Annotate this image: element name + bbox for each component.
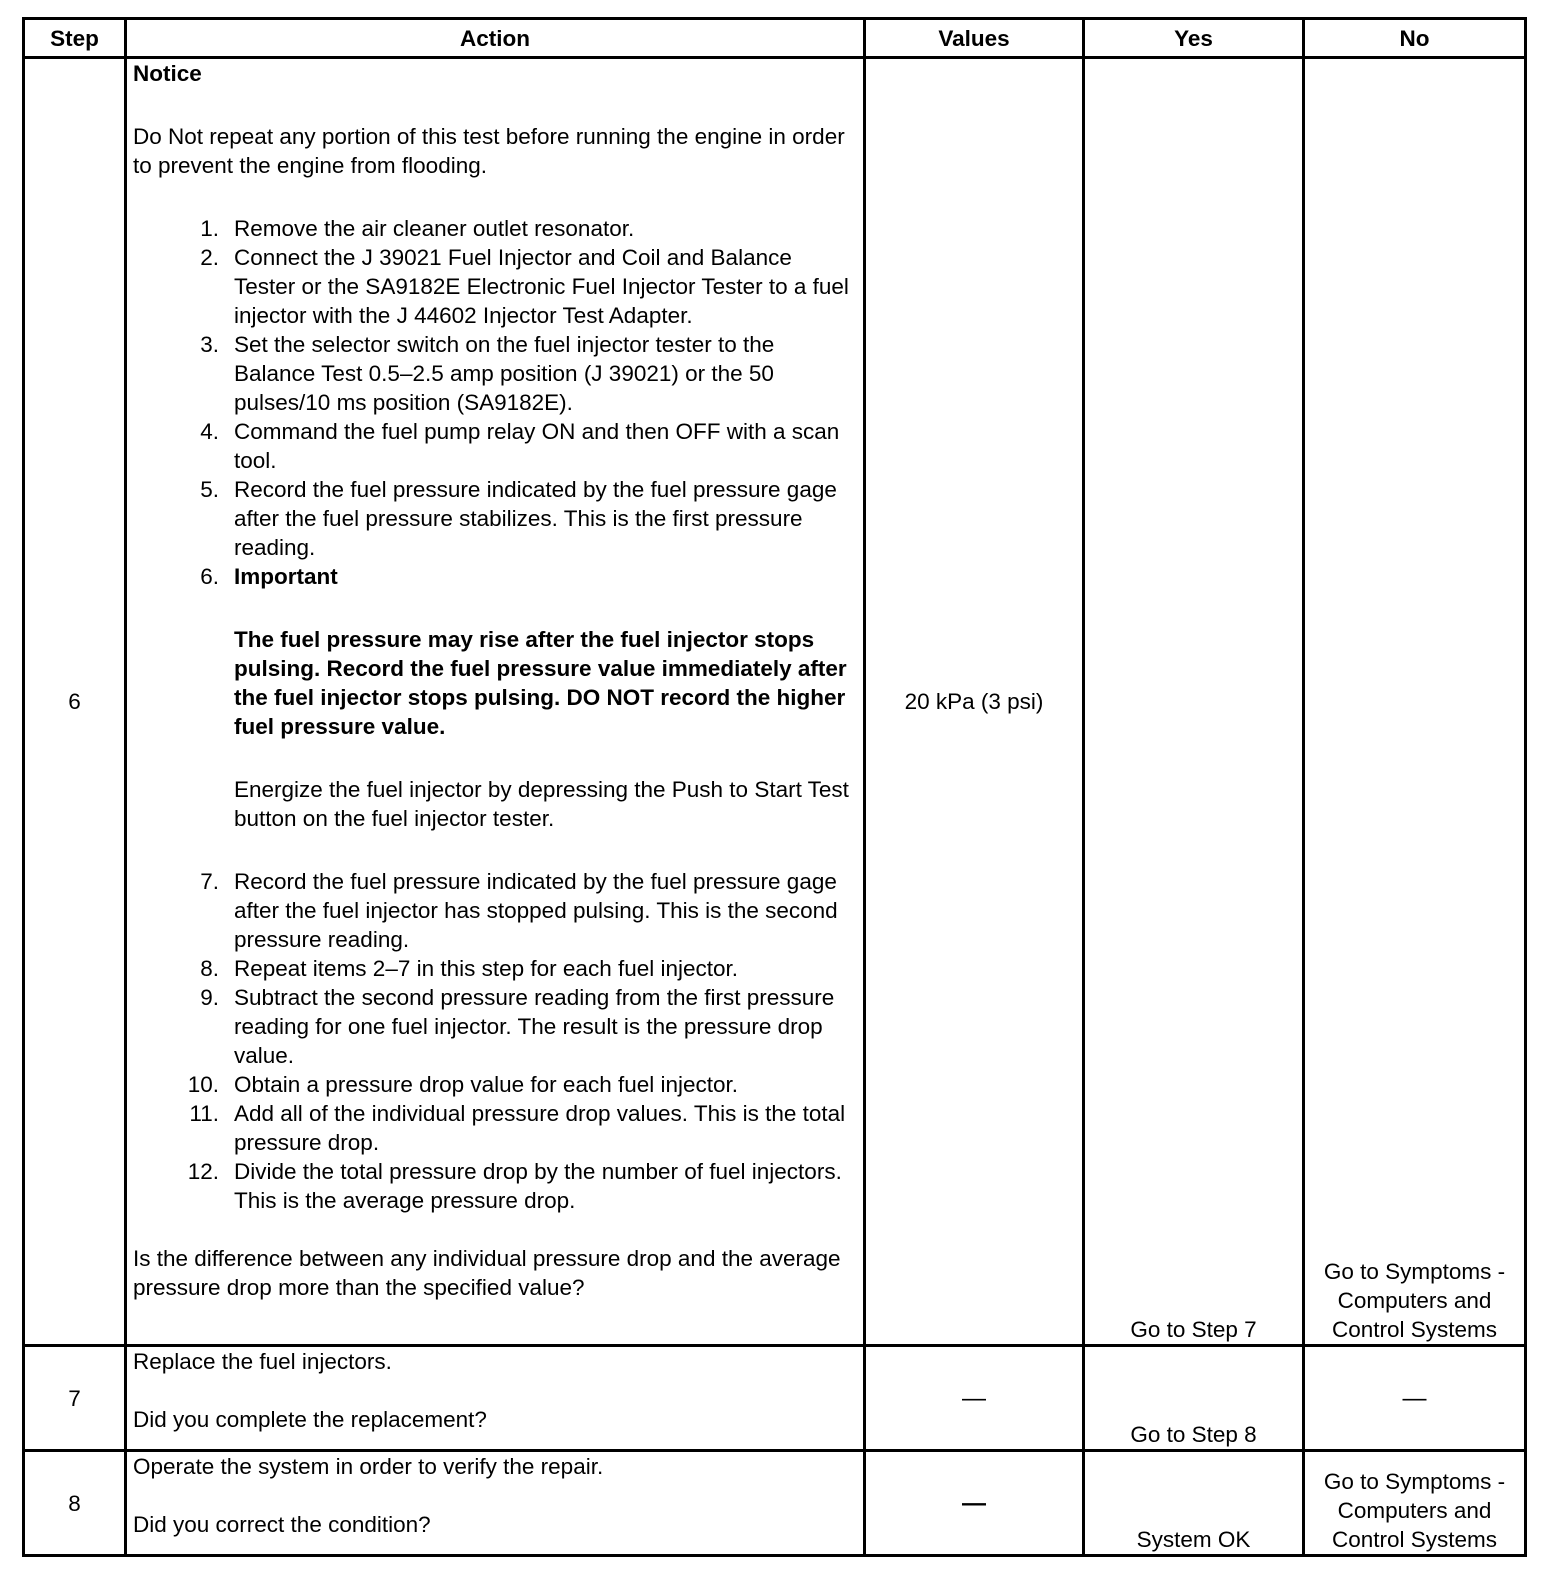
step-7-action <box>126 1346 865 1451</box>
step-8-no: Go to Symptoms - Computers and Control Systems <box>1304 1451 1526 1556</box>
header-row <box>24 19 1526 58</box>
step-7-action-text: Replace the fuel injectors. <box>133 1349 392 1374</box>
step-8-number: 8 <box>24 1451 126 1556</box>
notice-text: Do Not repeat any portion of this test before running the engine in order to prevent the engine from flooding. <box>133 124 845 178</box>
list-item: 2. Connect the J 39021 Fuel Injector and Coil and Balance Tester or the SA9182E Electronic Fuel Injector Tester to a fuel injector with the J 44602 Injector Test Adapter. <box>200 245 849 328</box>
header-action: Action <box>126 19 865 58</box>
step-8-row <box>24 1451 1526 1556</box>
step-8-value: — <box>865 1451 1084 1556</box>
list-item: 5. Record the fuel pressure indicated by the fuel pressure gage after the fuel pressure stabilizes. This is the first pressure reading. <box>200 477 837 560</box>
list-item: 7. Record the fuel pressure indicated by the fuel pressure gage after the fuel injector has stopped pulsing. This is the second pressure reading. <box>200 869 838 952</box>
procedure-list <box>133 214 857 1215</box>
step-8-question: Did you correct the condition? <box>133 1512 431 1537</box>
step-6-question: Is the difference between any individual pressure drop and the average pressure drop more than the specified value? <box>133 1246 841 1300</box>
list-item: 1. Remove the air cleaner outlet resonator. <box>200 216 635 241</box>
list-item: 8. Repeat items 2–7 in this step for each fuel injector. <box>200 956 739 981</box>
list-item: 12. Divide the total pressure drop by the number of fuel injectors. This is the average pressure drop. <box>187 1159 842 1213</box>
list-item: 10. Obtain a pressure drop value for each fuel injector. <box>187 1072 739 1097</box>
list-item-important: 6. Important The fuel pressure may rise after the fuel injector stops pulsing. Record the fuel pressure value immediately after the fuel injector stops pulsing. DO NOT record the higher fuel pressure value. Energize the fuel injector by depressing the Push to Start Test button on the fuel injector tester. <box>133 562 857 867</box>
important-title: Important <box>234 564 338 589</box>
step-8-action <box>126 1451 865 1556</box>
step-6-action <box>126 58 865 1346</box>
header-yes: Yes <box>1084 19 1304 58</box>
step-6-value: 20 kPa (3 psi) <box>865 58 1084 1346</box>
header-step: Step <box>24 19 126 58</box>
list-item: 9. Subtract the second pressure reading from the first pressure reading for one fuel injector. The result is the pressure drop value. <box>200 985 835 1068</box>
diagnostic-table <box>22 17 1527 1557</box>
step-6-yes: Go to Step 7 <box>1084 58 1304 1346</box>
step-7-no: — <box>1304 1346 1526 1451</box>
energize-text: Energize the fuel injector by depressing the Push to Start Test button on the fuel injector tester. <box>234 777 849 831</box>
list-item: 3. Set the selector switch on the fuel injector tester to the Balance Test 0.5–2.5 amp position (J 39021) or the 50 pulses/10 ms position (SA9182E). <box>200 332 775 415</box>
list-item: 11. Add all of the individual pressure drop values. This is the total pressure drop. <box>189 1101 846 1155</box>
step-7-value: — <box>865 1346 1084 1451</box>
list-item: 4. Command the fuel pump relay ON and then OFF with a scan tool. <box>200 419 840 473</box>
step-6-number: 6 <box>24 58 126 1346</box>
step-7-number: 7 <box>24 1346 126 1451</box>
header-no: No <box>1304 19 1526 58</box>
step-6-no: Go to Symptoms - Computers and Control Systems <box>1304 58 1526 1346</box>
step-8-yes: System OK <box>1084 1451 1304 1556</box>
step-7-yes: Go to Step 8 <box>1084 1346 1304 1451</box>
notice-title: Notice <box>133 61 202 86</box>
step-8-action-text: Operate the system in order to verify the repair. <box>133 1454 604 1479</box>
step-7-question: Did you complete the replacement? <box>133 1407 487 1432</box>
important-text: The fuel pressure may rise after the fuel injector stops pulsing. Record the fuel pressure value immediately after the fuel injector stops pulsing. DO NOT record the higher fuel pressure value. <box>234 627 847 739</box>
header-values: Values <box>865 19 1084 58</box>
step-6-row <box>24 58 1526 1346</box>
step-7-row <box>24 1346 1526 1451</box>
